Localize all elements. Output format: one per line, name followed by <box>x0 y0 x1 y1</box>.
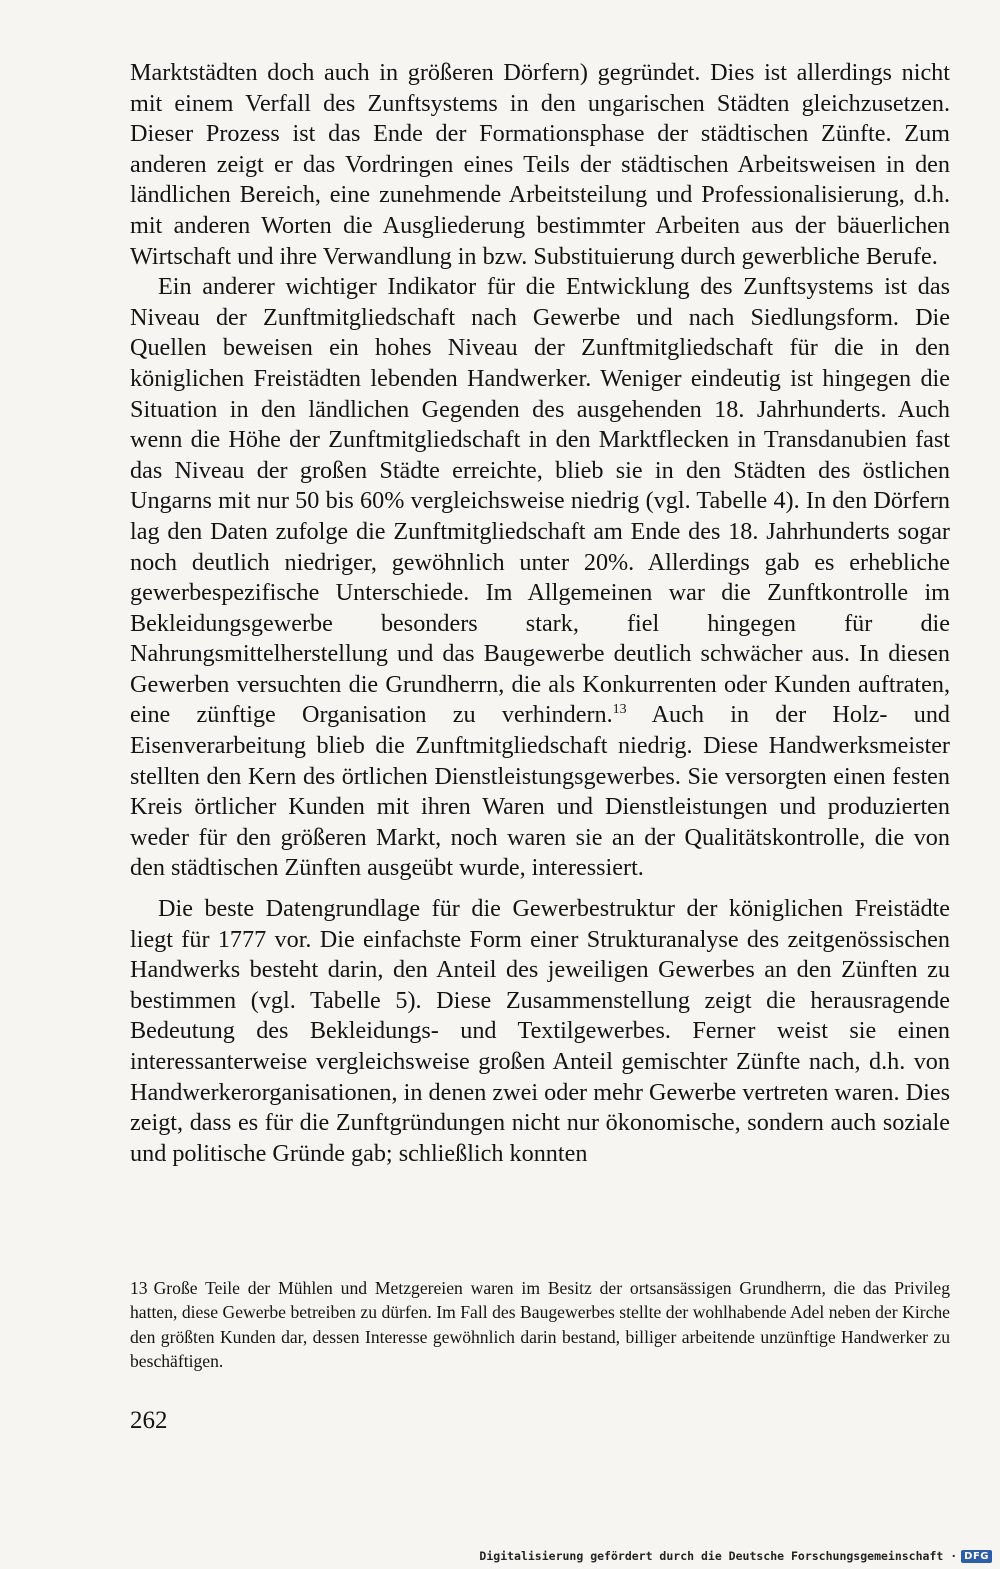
footnote-text: Große Teile der Mühlen und Metzgereien waren im Besitz der ortsansässigen Grundherrn, die das Privileg hatten, diese Gewerbe betreiben zu dürfen. Im Fall des Baugewerbes stellte der wohlhabende Adel neben der Kirche den größten Kunden dar, dessen Interesse gewöhnlich darin bestand, billiger arbeitende unzünftige Handwerker zu beschäftigen. <box>130 1278 950 1371</box>
dfg-logo-icon: DFG <box>961 1550 992 1563</box>
paragraph-2-text-continued: Auch in der Holz- und Eisenverarbeitung blieb die Zunftmitgliedschaft niedrig. Diese Handwerksmeister stellten den Kern des örtlichen Dienstleistungsgewerbes. Sie versorgten einen festen Kreis örtlicher Kunden mit ihren Waren und Dienstleistungen und produzierten weder für den größeren Markt, noch waren sie an der Qualitätskontrolle, die von den städtischen Zünften ausgeübt wurde, interessiert. <box>130 701 951 882</box>
paragraph-3: Die beste Datengrundlage für die Gewerbestruktur der königlichen Freistädte liegt für 1777 vor. Die einfachste Form einer Strukturanalyse des zeitgenössischen Handwerks besteht darin, den Anteil des jeweiligen Gewerbes an den Zünften zu bestimmen (vgl. Tabelle 5). Diese Zusammenstellung zeigt die herausragende Bedeutung des Bekleidungs- und Textilgewerbes. Ferner weist sie einen interessanterweise vergleichsweise großen Anteil gemischter Zünfte nach, d.h. von Handwerkerorganisationen, in denen zwei oder mehr Gewerbe vertreten waren. Dies zeigt, dass es für die Zunftgründungen nicht nur ökonomische, sondern auch soziale und politische Gründe gab; schließlich konnten <box>130 895 950 1167</box>
paragraph-1: Marktstädten doch auch in größeren Dörfern) gegründet. Dies ist allerdings nicht mit einem Verfall des Zunftsystems in den ungarischen Städten gleichzusetzen. Dieser Prozess ist das Ende der Formationsphase der städtischen Zünfte. Zum anderen zeigt er das Vordringen eines Teils der städtischen Arbeitsweisen in den ländlichen Bereich, eine zunehmende Arbeitsteilung und Professionalisierung, d.h. mit anderen Worten die Ausgliederung bestimmter Arbeiten aus der bäuerlichen Wirtschaft und ihre Verwandlung in bzw. Substituierung durch gewerbliche Berufe. <box>130 59 950 270</box>
body-text <box>130 58 950 1169</box>
page-body <box>130 58 950 1169</box>
footnote-reference-13[interactable]: 13 <box>612 702 627 718</box>
paragraph-2 <box>130 272 950 884</box>
page-number: 262 <box>130 1407 168 1434</box>
footnote-number: 13 <box>130 1278 148 1298</box>
digitization-text: Digitalisierung gefördert durch die Deutsche Forschungsgemeinschaft · <box>479 1549 958 1563</box>
footnotes-section <box>130 1276 950 1373</box>
digitization-notice <box>479 1549 992 1563</box>
footnote-13 <box>130 1276 950 1373</box>
paragraph-2-text: Ein anderer wichtiger Indikator für die Entwicklung des Zunftsystems ist das Niveau der Zunftmitgliedschaft nach Gewerbe und nach Siedlungsform. Die Quellen beweisen ein hohes Niveau der Zunftmitgliedschaft für die in den königlichen Freistädten lebenden Handwerker. Weniger eindeutig ist hingegen die Situation in den ländlichen Gegenden des ausgehenden 18. Jahrhunderts. Auch wenn die Höhe der Zunftmitgliedschaft in den Marktflecken in Transdanubien fast das Niveau der großen Städte erreichte, blieb sie in den Städten des östlichen Ungarns mit nur 50 bis 60% vergleichsweise niedrig (vgl. Tabelle 4). In den Dörfern lag den Daten zufolge die Zunftmitgliedschaft am Ende des 18. Jahrhunderts sogar noch deutlich niedriger, gewöhnlich unter 20%. Allerdings gab es erhebliche gewerbespezifische Unterschiede. Im Allgemeinen war die Zunftkontrolle im Bekleidungsgewerbe besonders stark, fiel hingegen für die Nahrungsmittelherstellung und das Baugewerbe deutlich schwächer aus. In diesen Gewerben versuchten die Grundherrn, die als Konkurrenten oder Kunden auftraten, eine zünftige Organisation zu verhindern. <box>130 273 950 729</box>
